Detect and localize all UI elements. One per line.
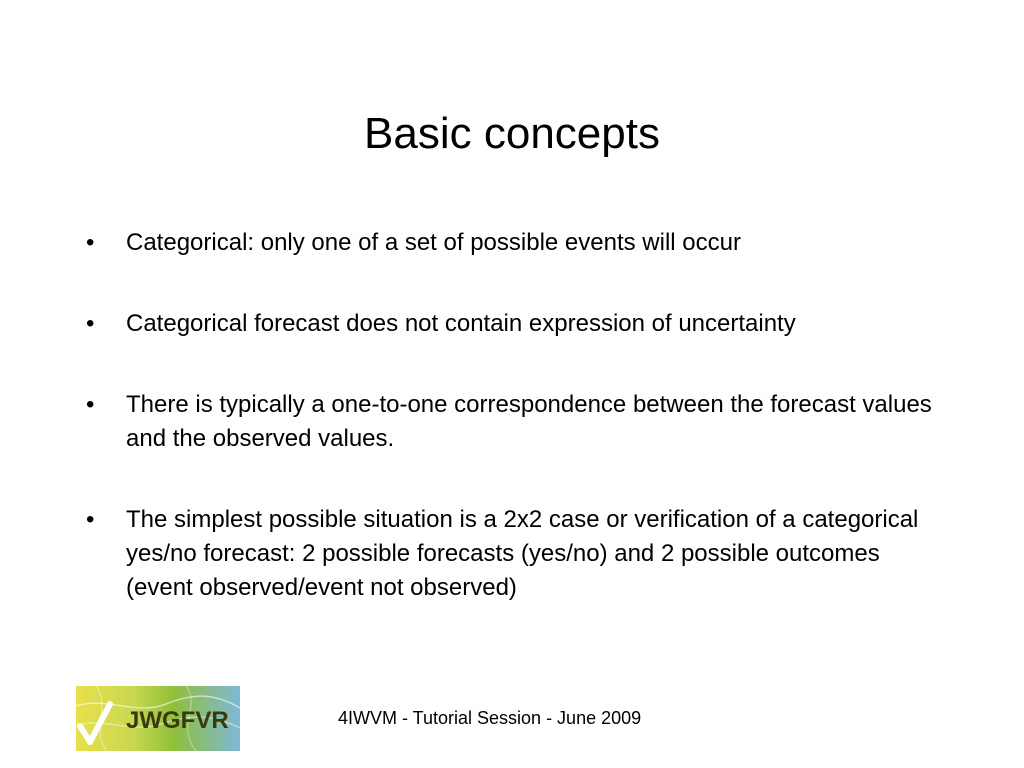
bullet-dot: • (86, 391, 95, 418)
bullet-text: Categorical: only one of a set of possible events will occur (126, 229, 741, 256)
bullet-dot: • (86, 229, 95, 256)
bullet-item (86, 388, 946, 456)
bullet-item (86, 503, 946, 605)
bullet-text: There is typically a one-to-one correspondence between the forecast values and the observed values. (126, 391, 932, 452)
bullet-item (86, 226, 946, 260)
slide-title: Basic concepts (364, 109, 660, 158)
bullet-item (86, 307, 946, 341)
bullet-list (86, 226, 946, 652)
logo-graphic (76, 686, 240, 751)
bullet-text: The simplest possible situation is a 2x2 case or verification of a categorical yes/no forecast: 2 possible forecasts (yes/no) and 2 possible outcomes (event observed/event not observed) (126, 506, 919, 601)
bullet-dot: • (86, 310, 95, 337)
logo-text: JWGFVR (126, 707, 229, 734)
bullet-dot: • (86, 506, 95, 533)
jwgfvr-logo (76, 686, 240, 751)
footer-text: 4IWVM - Tutorial Session - June 2009 (338, 708, 642, 728)
bullet-text: Categorical forecast does not contain expression of uncertainty (126, 310, 796, 337)
